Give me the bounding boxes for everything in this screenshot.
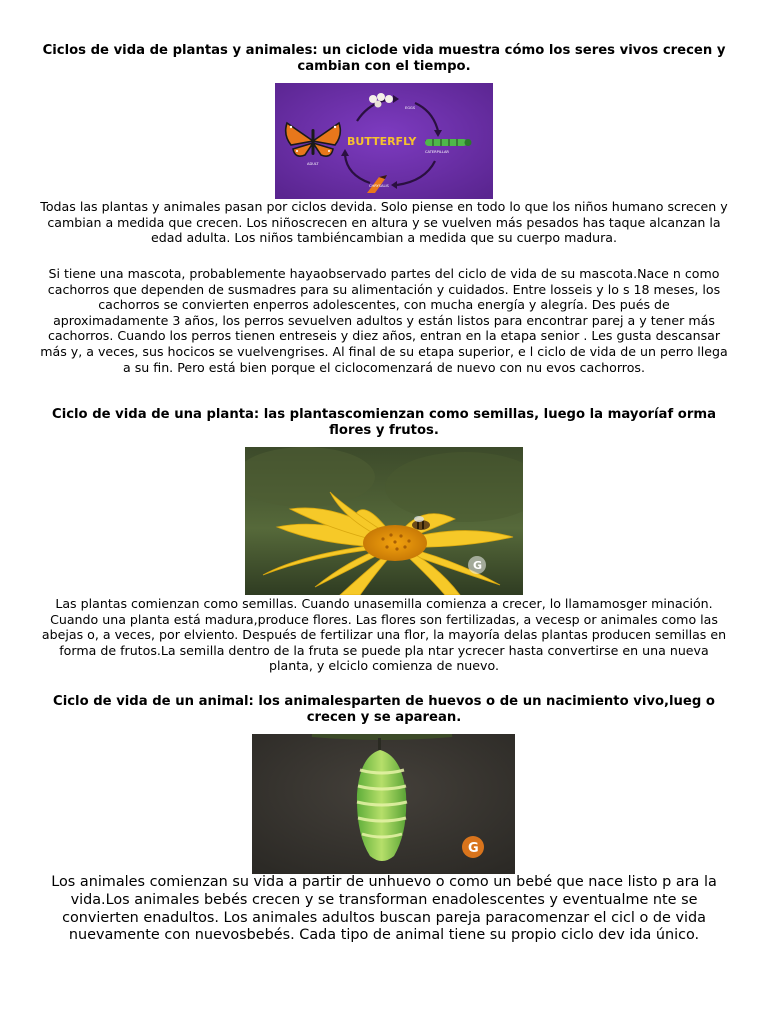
butterfly-life-cycle-image: [275, 83, 493, 199]
paragraph-pet-life-cycle: Si tiene una mascota, probablemente hayaobservado partes del ciclo de vida de su mascota.Nace n como cachorros que dependen de susmadres para su alimentación y cuidados. Entre losseis y lo s 18 meses, los cachorros se convierten enperros adolescentes, con mucha energía y alegría. Des pués de aproximadamente 3 años, los perros sevuelven adultos y están listos para encontrar parej a y tener más cachorros. Cuando los perros tienen entreseis y diez años, entran en la etapa senior . Les gusta descansar más y, a veces, sus hocicos se vuelvengrises. Al final de su etapa superior, e l ciclo de vida de un perro llega a su fin. Pero está bien porque el ciclocomenzará de nuevo con nu evos cachorros.: [40, 266, 728, 375]
watermark-letter: G: [473, 559, 483, 572]
heading-plant-animal-cycles: Ciclos de vida de plantas y animales: un ciclode vida muestra cómo los seres vivos crecen y cambian con el tiempo.: [42, 43, 726, 74]
stage-adult-label: ADULT: [307, 162, 319, 166]
watermark-letter: G: [468, 841, 479, 856]
paragraph-plant-cycle: Las plantas comienzan como semillas. Cuando unasemilla comienza a crecer, lo llamamosger minación. Cuando una planta está madura,produce flores. Las flores son fertilizadas, a vecesp or animales como las abejas o, a veces, por elviento. Después de fertilizar una flor, la mayoría delas plantas producen semillas en forma de frutos.La semilla dentro de la fruta se puede pla ntar ycrecer hasta convertirse en una nueva planta, y elciclo comienza de nuevo.: [41, 596, 727, 674]
chrysalis-photo: [252, 734, 515, 874]
paragraph-animal-cycle: Los animales comienzan su vida a partir de unhuevo o como un bebé que nace listo p ara la vida.Los animales bebés crecen y se transforman enadolescentes y eventualme nte se convierten enadultos. Los animales adultos buscan pareja paracomenzar el cicl o de vida nuevamente con nuevosbebés. Cada tipo de animal tiene su propio ciclo dev ida único.: [51, 874, 717, 944]
watermark-logo: [468, 556, 486, 574]
paragraph-life-cycles-intro: Todas las plantas y animales pasan por ciclos devida. Solo piense en todo lo que los niños humano screcen y cambian a medida que crecen. Los niñoscrecen en altura y se vuelven más pesados has taque alcanzan la edad adulta. Los niños tambiéncambian a medida que su cuerpo madura.: [40, 199, 728, 246]
watermark-logo: [462, 836, 484, 858]
stage-caterpillar-label: CATERPILLAR: [425, 150, 449, 154]
stage-chrysalis-label: CHRYSALIS: [369, 184, 389, 188]
heading-animal-life-cycle: Ciclo de vida de un animal: los animalesparten de huevos o de un nacimiento vivo,lueg o crecen y se aparean.: [53, 694, 715, 725]
figure-title: BUTTERFLY: [347, 135, 417, 148]
stage-eggs-label: EGGS: [405, 106, 416, 110]
heading-plant-life-cycle: Ciclo de vida de una planta: las plantascomienzan como semillas, luego la mayoríaf orma flores y frutos.: [52, 407, 716, 438]
caterpillar-illustration: [425, 139, 472, 146]
yellow-flower-photo: [245, 447, 523, 595]
